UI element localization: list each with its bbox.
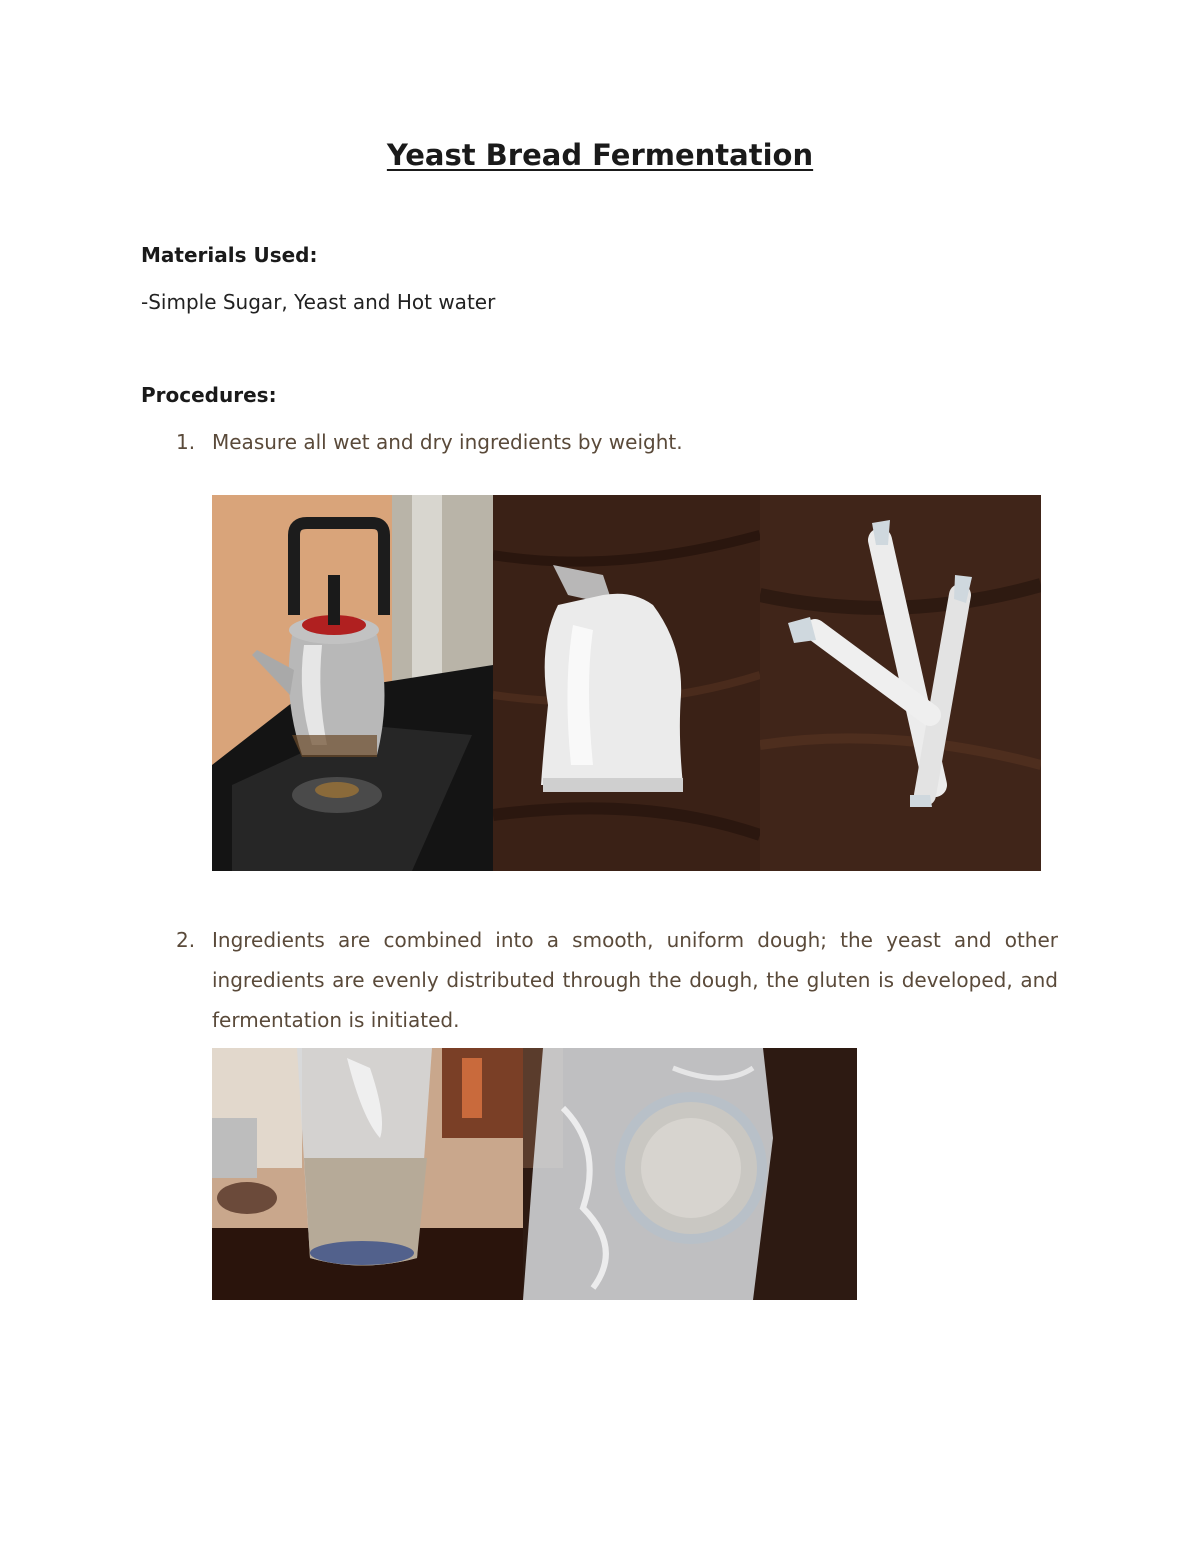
procedure-step-1 [141, 422, 1058, 462]
step-text: Measure all wet and dry ingredients by weight. [212, 430, 683, 454]
sugar-bag-photo [493, 495, 760, 871]
materials-text: -Simple Sugar, Yeast and Hot water [141, 290, 496, 314]
materials-heading: Materials Used: [141, 243, 318, 267]
glass-mixture-photo [212, 1048, 523, 1300]
procedure-step-2 [141, 920, 1058, 1040]
step-text: Ingredients are combined into a smooth, uniform dough; the yeast and other ingredients are evenly distributed through the dough, the gluten is developed, and fermentation is initiated. [212, 928, 1058, 1032]
mixture-in-bag-photo [523, 1048, 857, 1300]
page-title: Yeast Bread Fermentation [386, 138, 814, 172]
step-number: 1. [176, 430, 196, 454]
procedures-heading: Procedures: [141, 383, 277, 407]
step-number: 2. [176, 928, 196, 952]
kettle-photo [212, 495, 493, 871]
yeast-packets-photo [760, 495, 1041, 871]
